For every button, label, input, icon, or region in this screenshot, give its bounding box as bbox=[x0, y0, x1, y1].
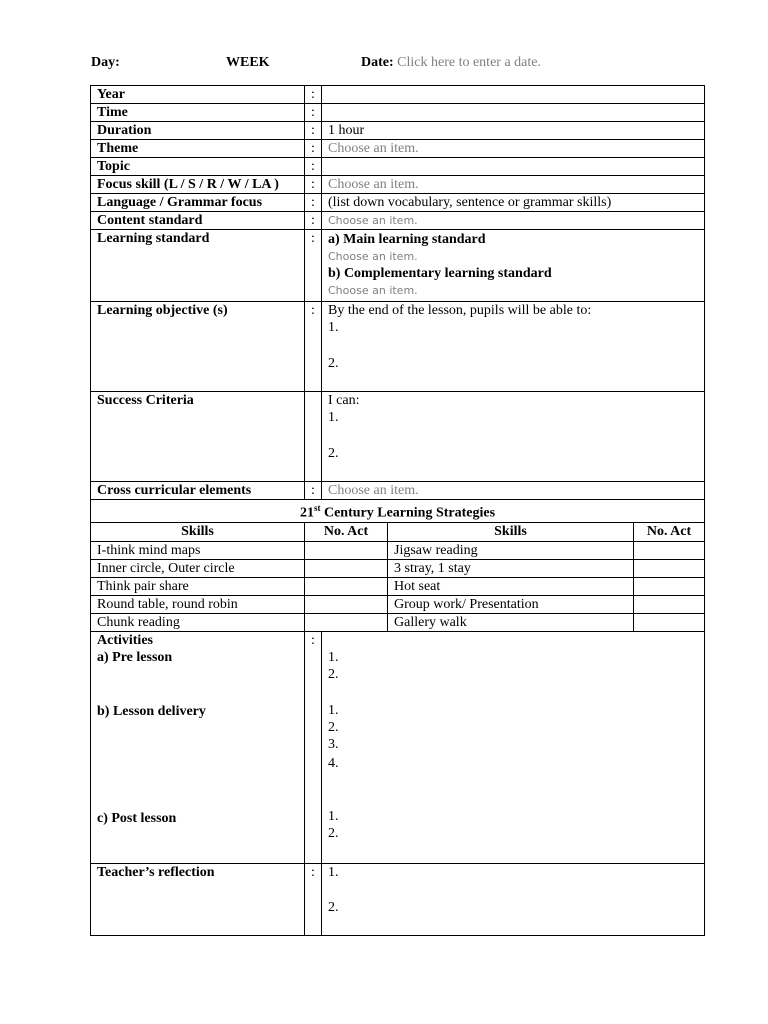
skills-header: Skills bbox=[91, 522, 305, 541]
duration-label: Duration bbox=[91, 122, 305, 140]
no-act-header-2: No. Act bbox=[634, 522, 705, 541]
delivery-item-1: 1. bbox=[328, 702, 339, 718]
year-value[interactable] bbox=[322, 86, 705, 104]
teacher-reflection-value[interactable] bbox=[322, 863, 705, 935]
no-act-cell[interactable] bbox=[305, 541, 388, 559]
colon: : bbox=[305, 140, 322, 158]
learning-standard-value bbox=[322, 230, 705, 302]
no-act-cell[interactable] bbox=[305, 559, 388, 577]
content-standard-dropdown[interactable]: Choose an item. bbox=[322, 212, 705, 230]
colon-empty bbox=[305, 392, 322, 482]
colon: : bbox=[305, 631, 322, 863]
cross-curricular-dropdown[interactable]: Choose an item. bbox=[322, 482, 705, 500]
row-duration bbox=[91, 122, 705, 140]
strategy-row bbox=[91, 613, 705, 631]
post-item-2: 2. bbox=[328, 825, 339, 841]
date-placeholder[interactable]: Click here to enter a date. bbox=[397, 55, 541, 70]
post-lesson-label: c) Post lesson bbox=[97, 810, 177, 826]
no-act-cell[interactable] bbox=[634, 613, 705, 631]
language-value[interactable]: (list down vocabulary, sentence or grammar skills) bbox=[322, 194, 705, 212]
day-label: Day: bbox=[91, 55, 120, 70]
row-time bbox=[91, 104, 705, 122]
activities-label: Activities bbox=[97, 632, 153, 648]
strategy-row bbox=[91, 541, 705, 559]
focus-skill-dropdown[interactable]: Choose an item. bbox=[322, 176, 705, 194]
strategy-right: Jigsaw reading bbox=[388, 541, 634, 559]
complementary-standard-dropdown[interactable]: Choose an item. bbox=[328, 284, 418, 297]
no-act-cell[interactable] bbox=[634, 577, 705, 595]
teacher-reflection-label: Teacher’s reflection bbox=[91, 863, 305, 935]
no-act-cell[interactable] bbox=[305, 595, 388, 613]
row-year bbox=[91, 86, 705, 104]
week-label: WEEK bbox=[226, 55, 270, 70]
row-topic bbox=[91, 158, 705, 176]
strategy-left: Chunk reading bbox=[91, 613, 305, 631]
colon: : bbox=[305, 482, 322, 500]
success-criteria-value[interactable] bbox=[322, 392, 705, 482]
language-label: Language / Grammar focus bbox=[91, 194, 305, 212]
colon: : bbox=[305, 86, 322, 104]
post-item-1: 1. bbox=[328, 808, 339, 824]
complementary-standard-title: b) Complementary learning standard bbox=[328, 266, 552, 281]
lesson-plan-table bbox=[90, 85, 705, 936]
no-act-cell[interactable] bbox=[634, 541, 705, 559]
strategy-left: Round table, round robin bbox=[91, 595, 305, 613]
colon: : bbox=[305, 158, 322, 176]
delivery-item-2: 2. bbox=[328, 719, 339, 735]
no-act-cell[interactable] bbox=[305, 613, 388, 631]
main-standard-dropdown[interactable]: Choose an item. bbox=[328, 250, 418, 263]
strategy-left: I-think mind maps bbox=[91, 541, 305, 559]
row-cross-curricular bbox=[91, 482, 705, 500]
objective-intro: By the end of the lesson, pupils will be able to: bbox=[328, 303, 592, 318]
delivery-item-4: 4. bbox=[328, 755, 339, 771]
success-intro: I can: bbox=[328, 393, 360, 408]
activities-value[interactable] bbox=[322, 631, 705, 863]
strategy-row bbox=[91, 595, 705, 613]
strategy-left: Inner circle, Outer circle bbox=[91, 559, 305, 577]
theme-dropdown[interactable]: Choose an item. bbox=[322, 140, 705, 158]
pre-item-1: 1. bbox=[328, 649, 339, 665]
colon: : bbox=[305, 863, 322, 935]
strategy-right: 3 stray, 1 stay bbox=[388, 559, 634, 577]
cross-curricular-label: Cross curricular elements bbox=[91, 482, 305, 500]
row-success-criteria bbox=[91, 392, 705, 482]
main-standard-title: a) Main learning standard bbox=[328, 232, 486, 247]
strategy-right: Group work/ Presentation bbox=[388, 595, 634, 613]
time-label: Time bbox=[91, 104, 305, 122]
strategies-header-row bbox=[91, 522, 705, 541]
time-value[interactable] bbox=[322, 104, 705, 122]
learning-standard-label: Learning standard bbox=[91, 230, 305, 302]
colon: : bbox=[305, 194, 322, 212]
colon: : bbox=[305, 176, 322, 194]
row-teacher-reflection bbox=[91, 863, 705, 935]
colon: : bbox=[305, 302, 322, 392]
success-item-1: 1. bbox=[328, 410, 339, 425]
topic-value[interactable] bbox=[322, 158, 705, 176]
no-act-cell[interactable] bbox=[634, 595, 705, 613]
objective-item-2: 2. bbox=[328, 356, 339, 371]
pre-item-2: 2. bbox=[328, 666, 339, 682]
strategy-row bbox=[91, 577, 705, 595]
strategies-title-row bbox=[91, 500, 705, 523]
row-learning-objective bbox=[91, 302, 705, 392]
strategies-title: 21st Century Learning Strategies bbox=[91, 500, 705, 523]
learning-objective-label: Learning objective (s) bbox=[91, 302, 305, 392]
strategy-right: Hot seat bbox=[388, 577, 634, 595]
row-learning-standard bbox=[91, 230, 705, 302]
objective-item-1: 1. bbox=[328, 320, 339, 335]
delivery-item-3: 3. bbox=[328, 736, 339, 752]
reflection-item-1: 1. bbox=[328, 864, 339, 880]
year-label: Year bbox=[91, 86, 305, 104]
theme-label: Theme bbox=[91, 140, 305, 158]
success-item-2: 2. bbox=[328, 446, 339, 461]
activities-label-cell bbox=[91, 631, 305, 863]
no-act-cell[interactable] bbox=[305, 577, 388, 595]
row-language bbox=[91, 194, 705, 212]
date-label: Date: bbox=[361, 55, 394, 70]
colon: : bbox=[305, 230, 322, 302]
date-field[interactable] bbox=[361, 55, 541, 71]
skills-header-2: Skills bbox=[388, 522, 634, 541]
row-content-standard bbox=[91, 212, 705, 230]
colon: : bbox=[305, 122, 322, 140]
success-criteria-label: Success Criteria bbox=[91, 392, 305, 482]
learning-objective-value[interactable] bbox=[322, 302, 705, 392]
focus-skill-label: Focus skill (L / S / R / W / LA ) bbox=[91, 176, 305, 194]
duration-value[interactable]: 1 hour bbox=[322, 122, 705, 140]
row-theme bbox=[91, 140, 705, 158]
colon: : bbox=[305, 212, 322, 230]
row-activities bbox=[91, 631, 705, 863]
lesson-delivery-label: b) Lesson delivery bbox=[97, 703, 206, 719]
row-focus-skill bbox=[91, 176, 705, 194]
content-standard-label: Content standard bbox=[91, 212, 305, 230]
no-act-cell[interactable] bbox=[634, 559, 705, 577]
topic-label: Topic bbox=[91, 158, 305, 176]
strategy-row bbox=[91, 559, 705, 577]
pre-lesson-label: a) Pre lesson bbox=[97, 649, 173, 665]
no-act-header: No. Act bbox=[305, 522, 388, 541]
colon: : bbox=[305, 104, 322, 122]
strategy-right: Gallery walk bbox=[388, 613, 634, 631]
reflection-item-2: 2. bbox=[328, 899, 339, 915]
strategy-left: Think pair share bbox=[91, 577, 305, 595]
